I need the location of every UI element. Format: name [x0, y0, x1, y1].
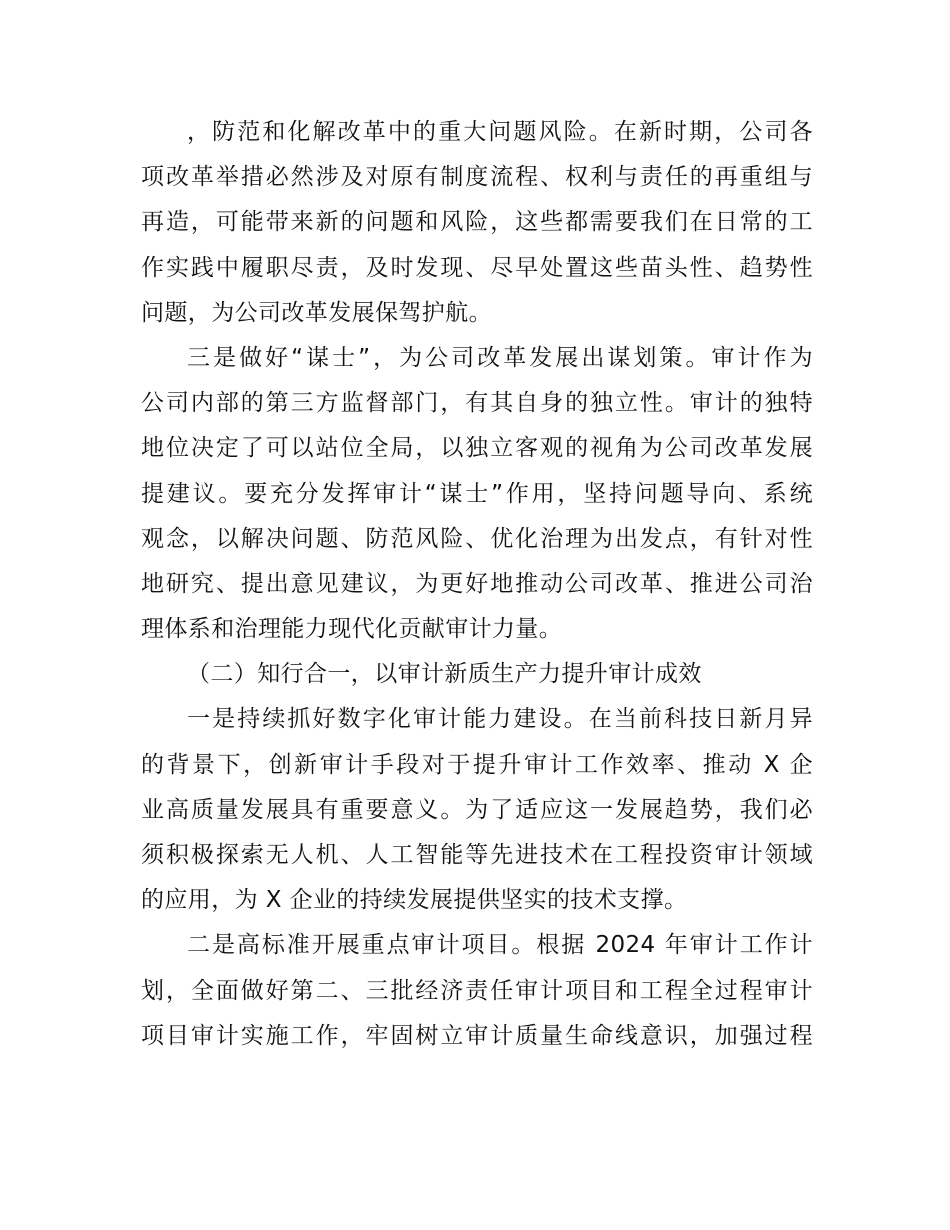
text-line: 公司内部的第三方监督部门，有其自身的独立性。审计的独特: [141, 390, 813, 417]
text-line: 地位决定了可以站位全局，以独立客观的视角为公司改革发展: [141, 435, 813, 462]
text-line: 理体系和治理能力现代化贡献审计力量。: [141, 616, 563, 643]
text-line: 观念，以解决问题、防范风险、优化治理为出发点，有针对性: [141, 525, 813, 552]
section-heading: （二）知行合一，以审计新质生产力提升审计成效: [187, 661, 702, 688]
text-line: 三是做好“谋士”，为公司改革发展出谋划策。审计作为: [187, 344, 813, 371]
text-line: 项改革举措必然涉及对原有制度流程、权利与责任的再重组与: [141, 164, 813, 191]
text-line: 提建议。要充分发挥审计“谋士”作用，坚持问题导向、系统: [141, 480, 813, 507]
text-line: 业高质量发展具有重要意义。为了适应这一发展趋势，我们必: [141, 796, 813, 823]
text-line: 一是持续抓好数字化审计能力建设。在当前科技日新月异: [187, 706, 813, 733]
text-line: 作实践中履职尽责，及时发现、尽早处置这些苗头性、趋势性: [141, 254, 813, 281]
text-line: 划，全面做好第二、三批经济责任审计项目和工程全过程审计: [141, 977, 813, 1004]
text-line: 项目审计实施工作，牢固树立审计质量生命线意识，加强过程: [141, 1022, 813, 1049]
text-line: 的应用，为 X 企业的持续发展提供坚实的技术支撑。: [141, 887, 688, 914]
text-line: 再造，可能带来新的问题和风险，这些都需要我们在日常的工: [141, 209, 813, 236]
document-body: [141, 110, 813, 1059]
text-line: 二是高标准开展重点审计项目。根据 2024 年审计工作计: [187, 932, 813, 959]
text-line: 地研究、提出意见建议，为更好地推动公司改革、推进公司治: [141, 570, 813, 597]
text-line: 的背景下，创新审计手段对于提升审计工作效率、推动 X 企: [141, 751, 813, 778]
text-line: 问题，为公司改革发展保驾护航。: [141, 299, 492, 326]
text-line: ，防范和化解改革中的重大问题风险。在新时期，公司各: [187, 119, 813, 145]
text-line: 须积极探索无人机、人工智能等先进技术在工程投资审计领域: [141, 842, 813, 868]
